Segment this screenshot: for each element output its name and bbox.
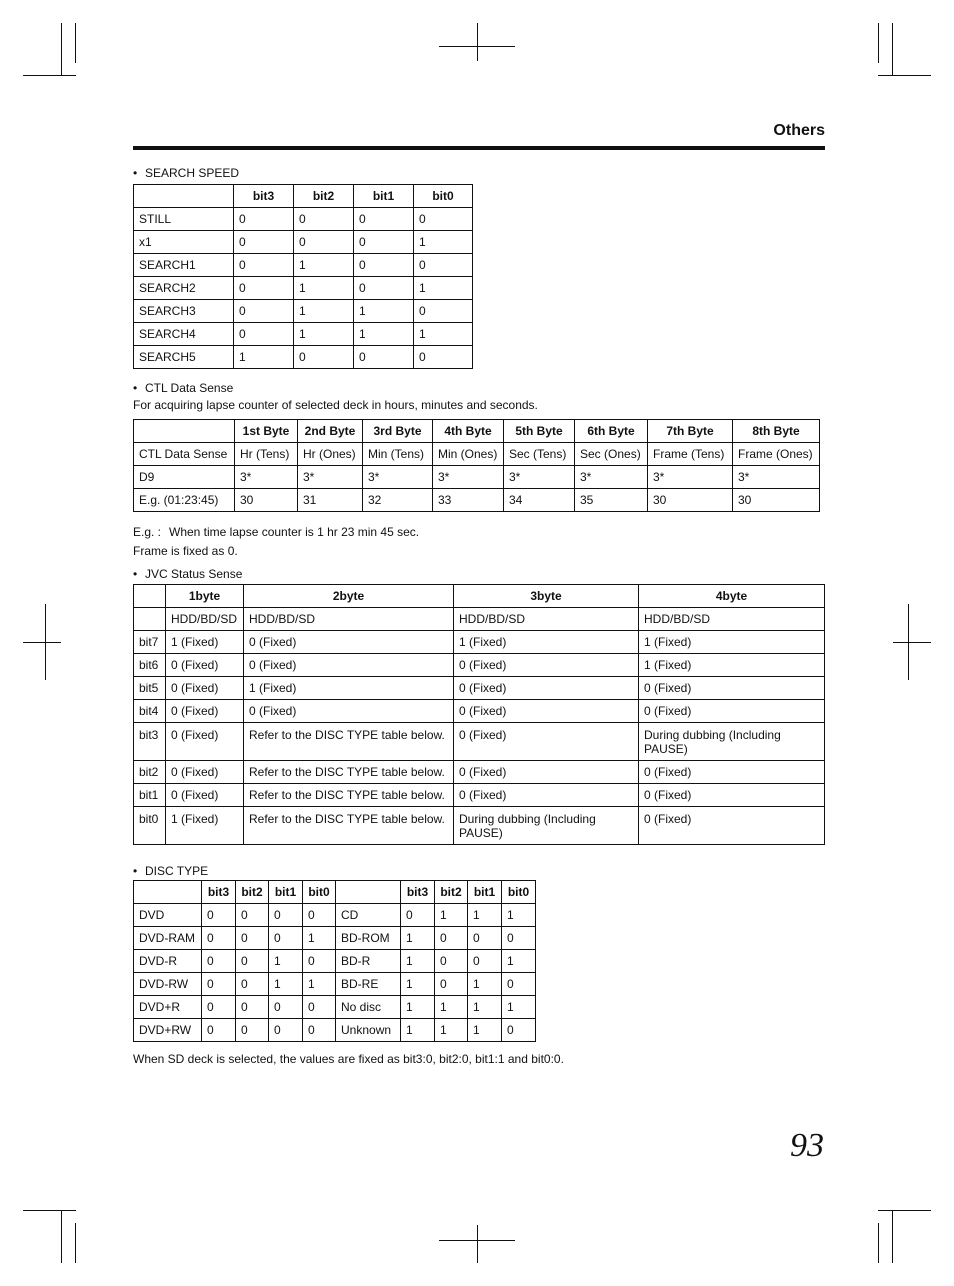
table-cell: 0 — [414, 254, 473, 277]
header-row — [134, 185, 473, 208]
table-row — [134, 608, 825, 631]
column-header: bit1 — [269, 881, 303, 904]
table-cell: 3* — [733, 466, 820, 489]
table-cell: 1 — [303, 973, 336, 996]
column-header: bit3 — [202, 881, 236, 904]
table-cell: During dubbing (Including PAUSE) — [639, 723, 825, 761]
table-row — [134, 996, 536, 1019]
table-cell: 0 (Fixed) — [639, 761, 825, 784]
table-cell: DVD-R — [134, 950, 202, 973]
table-cell: 1 — [414, 231, 473, 254]
table-cell: SEARCH1 — [134, 254, 234, 277]
header-row — [134, 420, 820, 443]
table-cell: 0 — [303, 996, 336, 1019]
table-cell: 0 — [202, 996, 236, 1019]
table-cell: 1 — [414, 323, 473, 346]
table-cell: bit1 — [134, 784, 166, 807]
table-cell: 0 — [294, 208, 354, 231]
table-cell: 0 — [354, 231, 414, 254]
table-cell: bit6 — [134, 654, 166, 677]
table-cell: Hr (Ones) — [298, 443, 363, 466]
table-cell: 0 — [294, 231, 354, 254]
table-row — [134, 973, 536, 996]
table-cell: Frame (Tens) — [648, 443, 733, 466]
table-cell: 0 — [236, 950, 269, 973]
table-cell: 33 — [433, 489, 504, 512]
table-cell: 1 — [468, 973, 502, 996]
table-cell: 0 — [234, 254, 294, 277]
column-header: 7th Byte — [648, 420, 733, 443]
column-header: bit2 — [236, 881, 269, 904]
table-cell: 0 (Fixed) — [166, 761, 244, 784]
column-header — [134, 420, 235, 443]
table-cell: HDD/BD/SD — [639, 608, 825, 631]
table-cell: 0 (Fixed) — [166, 700, 244, 723]
column-header: 4th Byte — [433, 420, 504, 443]
table-cell: 1 (Fixed) — [454, 631, 639, 654]
table-cell: STILL — [134, 208, 234, 231]
table-cell: 0 — [236, 904, 269, 927]
table-cell: 0 — [236, 1019, 269, 1042]
table-cell: 0 — [435, 973, 468, 996]
table-cell: Sec (Tens) — [504, 443, 575, 466]
table-cell: 0 — [269, 904, 303, 927]
table-cell: E.g. (01:23:45) — [134, 489, 235, 512]
table-cell: 1 — [401, 973, 435, 996]
table-row — [134, 677, 825, 700]
ctl-example — [133, 525, 419, 539]
column-header: 2nd Byte — [298, 420, 363, 443]
table-cell: 0 (Fixed) — [166, 723, 244, 761]
table-cell: 3* — [298, 466, 363, 489]
table-cell: 0 — [234, 277, 294, 300]
table-row — [134, 489, 820, 512]
table-cell: bit0 — [134, 807, 166, 845]
table-row — [134, 443, 820, 466]
table-cell: 1 — [502, 950, 536, 973]
table-cell: bit2 — [134, 761, 166, 784]
table-cell: 0 (Fixed) — [244, 700, 454, 723]
table-cell: 1 — [435, 904, 468, 927]
column-header — [134, 585, 166, 608]
column-header: 2byte — [244, 585, 454, 608]
table-cell: 3* — [648, 466, 733, 489]
column-header: bit0 — [303, 881, 336, 904]
table-cell: HDD/BD/SD — [454, 608, 639, 631]
table-cell: Sec (Ones) — [575, 443, 648, 466]
table-cell: 1 — [502, 904, 536, 927]
table-row — [134, 654, 825, 677]
table-cell: 1 — [435, 1019, 468, 1042]
table-cell: 0 (Fixed) — [166, 784, 244, 807]
table-cell: 1 (Fixed) — [166, 631, 244, 654]
table-cell: 0 — [202, 904, 236, 927]
table-cell: 0 — [354, 277, 414, 300]
column-header: 1byte — [166, 585, 244, 608]
table-cell: Frame (Ones) — [733, 443, 820, 466]
table-cell: SEARCH3 — [134, 300, 234, 323]
column-header: bit3 — [234, 185, 294, 208]
table-cell: 0 — [202, 927, 236, 950]
table-cell: 0 (Fixed) — [454, 700, 639, 723]
table-cell: BD-RE — [336, 973, 401, 996]
table-cell: DVD+RW — [134, 1019, 202, 1042]
table-row — [134, 723, 825, 761]
table-cell — [134, 608, 166, 631]
table-row — [134, 807, 825, 845]
table-cell: 0 — [502, 1019, 536, 1042]
table-cell: 0 (Fixed) — [454, 654, 639, 677]
column-header — [134, 881, 202, 904]
table-cell: BD-ROM — [336, 927, 401, 950]
table-cell: Min (Ones) — [433, 443, 504, 466]
table-cell: Refer to the DISC TYPE table below. — [244, 784, 454, 807]
table-cell: 1 — [354, 323, 414, 346]
disc-type-heading: • DISC TYPE — [133, 864, 208, 878]
column-header: 3rd Byte — [363, 420, 433, 443]
table-cell: 34 — [504, 489, 575, 512]
table-row — [134, 927, 536, 950]
header-row — [134, 585, 825, 608]
header-row — [134, 881, 536, 904]
table-cell: HDD/BD/SD — [166, 608, 244, 631]
disc-type-footnote: When SD deck is selected, the values are fixed as bit3:0, bit2:0, bit1:1 and bit0:0. — [133, 1052, 564, 1066]
table-cell: Refer to the DISC TYPE table below. — [244, 807, 454, 845]
table-row — [134, 784, 825, 807]
table-cell: 0 (Fixed) — [639, 784, 825, 807]
column-header — [336, 881, 401, 904]
column-header: 1st Byte — [235, 420, 298, 443]
table-cell: bit3 — [134, 723, 166, 761]
table-cell: 0 — [236, 973, 269, 996]
table-row — [134, 761, 825, 784]
table-cell: 3* — [433, 466, 504, 489]
table-cell: 1 — [414, 277, 473, 300]
table-row — [134, 466, 820, 489]
table-cell: Refer to the DISC TYPE table below. — [244, 723, 454, 761]
table-cell: 0 — [414, 346, 473, 369]
column-header: 8th Byte — [733, 420, 820, 443]
table-cell: BD-R — [336, 950, 401, 973]
column-header: bit1 — [468, 881, 502, 904]
table-cell: 1 — [269, 973, 303, 996]
table-row — [134, 700, 825, 723]
table-row — [134, 323, 473, 346]
table-cell: 1 — [468, 904, 502, 927]
table-cell: 0 (Fixed) — [639, 700, 825, 723]
table-row — [134, 1019, 536, 1042]
ctl-frame-note: Frame is fixed as 0. — [133, 544, 238, 558]
table-row — [134, 950, 536, 973]
table-cell: 0 — [234, 208, 294, 231]
table-cell: 0 — [414, 300, 473, 323]
table-cell: 0 — [468, 927, 502, 950]
table-cell: 1 — [269, 950, 303, 973]
table-cell: Refer to the DISC TYPE table below. — [244, 761, 454, 784]
table-cell: 0 (Fixed) — [166, 654, 244, 677]
table-cell: 0 — [269, 927, 303, 950]
table-row — [134, 231, 473, 254]
table-cell: 0 (Fixed) — [244, 654, 454, 677]
table-cell: 1 — [303, 927, 336, 950]
table-cell: SEARCH4 — [134, 323, 234, 346]
ctl-example-text: When time lapse counter is 1 hr 23 min 45 sec. — [169, 525, 420, 539]
table-cell: Hr (Tens) — [235, 443, 298, 466]
column-header: 6th Byte — [575, 420, 648, 443]
column-header: bit3 — [401, 881, 435, 904]
table-cell: SEARCH5 — [134, 346, 234, 369]
table-cell: 0 — [202, 973, 236, 996]
table-cell: 0 — [269, 1019, 303, 1042]
table-cell: 30 — [648, 489, 733, 512]
table-cell: 0 — [303, 1019, 336, 1042]
page-number: 93 — [790, 1127, 824, 1164]
table-cell: 1 — [401, 996, 435, 1019]
table-cell: 1 — [468, 996, 502, 1019]
table-cell: 1 — [435, 996, 468, 1019]
table-cell: 0 (Fixed) — [454, 677, 639, 700]
table-cell: 1 — [294, 300, 354, 323]
table-cell: 0 (Fixed) — [454, 784, 639, 807]
table-cell: 0 — [236, 927, 269, 950]
jvc-heading: • JVC Status Sense — [133, 567, 242, 581]
table-cell: 3* — [235, 466, 298, 489]
table-cell: 0 — [234, 323, 294, 346]
table-cell: 0 — [202, 950, 236, 973]
table-cell: No disc — [336, 996, 401, 1019]
table-cell: CTL Data Sense — [134, 443, 235, 466]
table-cell: 1 — [468, 1019, 502, 1042]
table-cell: 0 (Fixed) — [639, 677, 825, 700]
table-cell: HDD/BD/SD — [244, 608, 454, 631]
table-cell: bit5 — [134, 677, 166, 700]
column-header: bit0 — [414, 185, 473, 208]
table-cell: CD — [336, 904, 401, 927]
disc-type-table — [133, 880, 536, 1042]
table-cell: 0 — [435, 950, 468, 973]
search-speed-heading: • SEARCH SPEED — [133, 166, 239, 180]
table-cell: 3* — [575, 466, 648, 489]
table-row — [134, 631, 825, 654]
column-header: bit1 — [354, 185, 414, 208]
column-header: bit0 — [502, 881, 536, 904]
column-header: 4byte — [639, 585, 825, 608]
table-cell: x1 — [134, 231, 234, 254]
table-cell: 1 — [401, 927, 435, 950]
table-cell: Unknown — [336, 1019, 401, 1042]
column-header: bit2 — [294, 185, 354, 208]
table-row — [134, 254, 473, 277]
table-cell: 1 — [354, 300, 414, 323]
table-cell: 1 — [401, 1019, 435, 1042]
table-cell: 1 (Fixed) — [639, 631, 825, 654]
table-cell: 0 (Fixed) — [454, 723, 639, 761]
search-speed-table — [133, 184, 473, 369]
table-cell: 0 — [303, 904, 336, 927]
table-cell: 30 — [733, 489, 820, 512]
table-cell: 0 — [435, 927, 468, 950]
table-cell: DVD+R — [134, 996, 202, 1019]
table-cell: 1 — [234, 346, 294, 369]
table-cell: 1 — [502, 996, 536, 1019]
table-cell: 0 (Fixed) — [454, 761, 639, 784]
table-cell: 0 — [401, 904, 435, 927]
table-cell: 0 — [468, 950, 502, 973]
table-cell: 0 — [294, 346, 354, 369]
table-cell: 1 — [294, 323, 354, 346]
column-header: 5th Byte — [504, 420, 575, 443]
table-cell: D9 — [134, 466, 235, 489]
table-row — [134, 346, 473, 369]
table-cell: During dubbing (Including PAUSE) — [454, 807, 639, 845]
table-cell: bit4 — [134, 700, 166, 723]
jvc-status-table — [133, 584, 825, 845]
table-cell: DVD-RAM — [134, 927, 202, 950]
table-cell: 0 — [354, 346, 414, 369]
table-cell: DVD-RW — [134, 973, 202, 996]
table-cell: 1 (Fixed) — [244, 677, 454, 700]
ctl-example-label: E.g. : — [133, 525, 162, 539]
table-row — [134, 208, 473, 231]
title-rule — [133, 146, 825, 150]
table-cell: Min (Tens) — [363, 443, 433, 466]
column-header — [134, 185, 234, 208]
table-cell: 0 (Fixed) — [244, 631, 454, 654]
table-cell: bit7 — [134, 631, 166, 654]
table-cell: 0 — [354, 254, 414, 277]
table-row — [134, 300, 473, 323]
table-cell: DVD — [134, 904, 202, 927]
table-cell: 0 (Fixed) — [166, 677, 244, 700]
table-cell: 35 — [575, 489, 648, 512]
table-cell: 0 — [202, 1019, 236, 1042]
table-cell: 31 — [298, 489, 363, 512]
table-cell: 1 — [294, 277, 354, 300]
ctl-table — [133, 419, 820, 512]
table-cell: 1 — [401, 950, 435, 973]
table-cell: SEARCH2 — [134, 277, 234, 300]
table-cell: 1 — [294, 254, 354, 277]
table-cell: 32 — [363, 489, 433, 512]
table-cell: 0 — [269, 996, 303, 1019]
table-cell: 0 — [236, 996, 269, 1019]
table-row — [134, 904, 536, 927]
column-header: bit2 — [435, 881, 468, 904]
ctl-heading: • CTL Data Sense — [133, 381, 233, 395]
table-row — [134, 277, 473, 300]
table-cell: 0 — [303, 950, 336, 973]
section-title: Others — [773, 122, 825, 139]
table-cell: 1 (Fixed) — [166, 807, 244, 845]
ctl-description: For acquiring lapse counter of selected deck in hours, minutes and seconds. — [133, 398, 538, 412]
table-cell: 0 — [234, 300, 294, 323]
table-cell: 0 — [414, 208, 473, 231]
table-cell: 0 — [502, 927, 536, 950]
table-cell: 0 (Fixed) — [639, 807, 825, 845]
column-header: 3byte — [454, 585, 639, 608]
table-cell: 3* — [504, 466, 575, 489]
table-cell: 0 — [354, 208, 414, 231]
table-cell: 0 — [502, 973, 536, 996]
table-cell: 1 (Fixed) — [639, 654, 825, 677]
table-cell: 30 — [235, 489, 298, 512]
table-cell: 3* — [363, 466, 433, 489]
table-cell: 0 — [234, 231, 294, 254]
